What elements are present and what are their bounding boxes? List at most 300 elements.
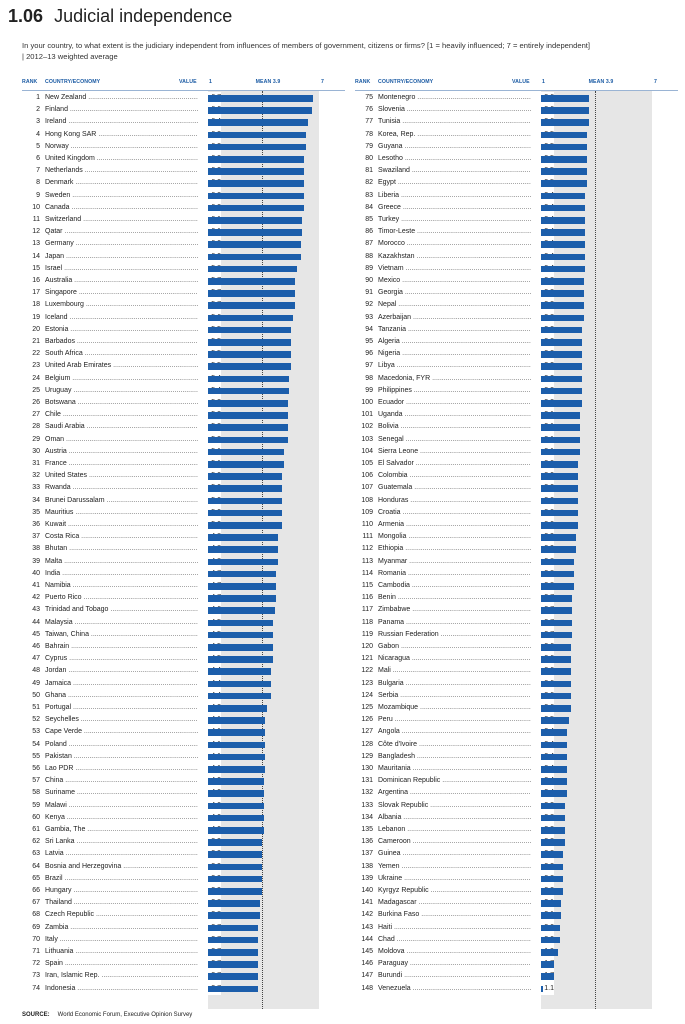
chart-title-block xyxy=(8,6,232,27)
value-bar xyxy=(541,229,585,236)
table-row xyxy=(22,556,345,568)
country-label: Zimbabwe ..... xyxy=(378,604,531,616)
value-bar xyxy=(541,742,567,749)
rank-label: 117 xyxy=(361,606,373,614)
table-row xyxy=(355,678,678,690)
rank-label: 134 xyxy=(361,813,373,821)
value-bar xyxy=(541,254,585,261)
country-label: Romania ..... xyxy=(378,568,531,580)
country-label: Timor-Leste ..... xyxy=(378,226,531,238)
table-row xyxy=(22,238,345,250)
table-row xyxy=(22,653,345,665)
rank-label: 59 xyxy=(32,801,40,809)
rank-label: 32 xyxy=(32,472,40,480)
country-label: Indonesia ..... xyxy=(45,983,198,995)
rank-label: 30 xyxy=(32,447,40,455)
value-bar xyxy=(541,400,582,407)
value-bar xyxy=(541,119,589,126)
rank-label: 62 xyxy=(32,838,40,846)
value-bar xyxy=(541,583,574,590)
country-label: Croatia ..... xyxy=(378,507,531,519)
country-label: Algeria ..... xyxy=(378,336,531,348)
rank-label: 19 xyxy=(32,313,40,321)
country-label: Hong Kong SAR ..... xyxy=(45,129,198,141)
rank-label: 129 xyxy=(361,752,373,760)
rank-label: 128 xyxy=(361,740,373,748)
table-row xyxy=(355,922,678,934)
rank-label: 53 xyxy=(32,728,40,736)
value-bar xyxy=(208,949,258,956)
value-bar xyxy=(208,790,264,797)
value-bar xyxy=(208,254,301,261)
rank-label: 73 xyxy=(32,972,40,980)
value-bar xyxy=(541,986,543,993)
value-bar xyxy=(208,559,278,566)
table-row xyxy=(22,836,345,848)
table-row xyxy=(22,202,345,214)
value-bar xyxy=(208,583,276,590)
table-row xyxy=(22,812,345,824)
country-label: Macedonia, FYR ..... xyxy=(378,373,531,385)
value-bar xyxy=(208,205,304,212)
rank-label: 111 xyxy=(362,533,373,541)
table-row xyxy=(355,519,678,531)
rank-label: 43 xyxy=(32,606,40,614)
rank-label: 89 xyxy=(365,264,373,272)
value-bar xyxy=(208,754,265,761)
rank-label: 99 xyxy=(365,386,373,394)
country-label: Guatemala ..... xyxy=(378,482,531,494)
table-row xyxy=(22,970,345,982)
country-label: Hungary ..... xyxy=(45,885,198,897)
rank-label: 115 xyxy=(361,582,373,589)
value-bar xyxy=(208,193,304,200)
source-label: SOURCE: xyxy=(22,1012,50,1018)
rank-label: 132 xyxy=(361,789,373,797)
value-bar xyxy=(541,827,565,834)
table-row xyxy=(355,129,678,141)
table-row xyxy=(355,177,678,189)
country-label: Kenya ..... xyxy=(45,812,198,824)
value-bar xyxy=(541,632,572,639)
country-label: Saudi Arabia ..... xyxy=(45,421,198,433)
country-label: Uganda ..... xyxy=(378,409,531,421)
value-bar xyxy=(208,424,288,431)
value-bar xyxy=(541,290,584,297)
rank-label: 55 xyxy=(32,752,40,760)
value-bar xyxy=(208,973,258,980)
chart-subtitle xyxy=(22,40,677,62)
table-row xyxy=(22,800,345,812)
table-row xyxy=(355,324,678,336)
table-row xyxy=(22,909,345,921)
table-row xyxy=(22,885,345,897)
table-row xyxy=(355,873,678,885)
value-bar xyxy=(541,437,580,444)
country-header-left: COUNTRY/ECONOMY xyxy=(45,79,101,85)
table-row xyxy=(22,324,345,336)
country-label: Vietnam ..... xyxy=(378,263,531,275)
rank-label: 142 xyxy=(361,911,373,919)
country-label: Mauritius ..... xyxy=(45,507,198,519)
rank-label: 130 xyxy=(361,765,373,772)
rank-label: 22 xyxy=(32,350,40,358)
country-label: Finland ..... xyxy=(45,104,198,116)
rank-label: 104 xyxy=(361,447,373,455)
rank-label: 29 xyxy=(32,435,40,443)
value-bar xyxy=(208,607,275,614)
country-label: Georgia ..... xyxy=(378,287,531,299)
rank-label: 102 xyxy=(361,423,373,431)
country-label: Korea, Rep. ..... xyxy=(378,129,531,141)
table-row xyxy=(355,263,678,275)
source-note xyxy=(22,1012,192,1018)
table-row xyxy=(355,641,678,653)
country-label: Jamaica ..... xyxy=(45,678,198,690)
rank-header-left: RANK xyxy=(22,79,38,85)
table-row xyxy=(22,482,345,494)
table-row xyxy=(22,617,345,629)
table-row xyxy=(22,580,345,592)
table-row xyxy=(355,812,678,824)
rank-label: 88 xyxy=(365,252,373,260)
table-row xyxy=(355,434,678,446)
rank-label: 9 xyxy=(36,191,40,199)
table-row xyxy=(22,421,345,433)
rank-label: 119 xyxy=(361,630,373,638)
value-bar xyxy=(208,400,288,407)
table-row xyxy=(355,690,678,702)
country-label: Burundi ..... xyxy=(378,970,531,982)
country-label: Sweden ..... xyxy=(45,190,198,202)
rank-label: 92 xyxy=(365,301,373,309)
table-row xyxy=(355,373,678,385)
value-bar xyxy=(208,668,271,675)
value-bar xyxy=(208,827,264,834)
country-label: Qatar ..... xyxy=(45,226,198,238)
country-label: Senegal ..... xyxy=(378,434,531,446)
rank-header-right: RANK xyxy=(355,79,371,85)
country-label: Bosnia and Herzegovina ..... xyxy=(45,861,198,873)
country-label: Czech Republic ..... xyxy=(45,909,198,921)
table-row xyxy=(355,312,678,324)
table-row xyxy=(22,897,345,909)
table-row xyxy=(22,787,345,799)
rank-label: 140 xyxy=(361,887,373,894)
table-row xyxy=(355,507,678,519)
survey-question: In your country, to what extent is the judiciary independent from influences of members of government, citizens or firms? [1 = heavily influenced; 7 = entirely independent] xyxy=(22,41,591,50)
country-label: Armenia ..... xyxy=(378,519,531,531)
country-label: Trinidad and Tobago ..... xyxy=(45,604,198,616)
table-row xyxy=(22,409,345,421)
value-bar xyxy=(541,302,584,309)
table-row xyxy=(355,226,678,238)
value-bar xyxy=(541,315,584,322)
country-label: Guyana ..... xyxy=(378,141,531,153)
value-bar xyxy=(541,205,585,212)
table-row xyxy=(22,373,345,385)
value-bar xyxy=(541,412,580,419)
rank-label: 112 xyxy=(361,545,373,553)
country-label: Lao PDR ..... xyxy=(45,763,198,775)
value-bar xyxy=(208,803,264,810)
value-bar xyxy=(541,876,563,883)
rank-label: 66 xyxy=(32,887,40,894)
value-bar xyxy=(541,681,571,688)
country-label: Ethiopia ..... xyxy=(378,543,531,555)
value-bar xyxy=(208,742,265,749)
value-bar xyxy=(208,876,262,883)
value-bar xyxy=(208,522,282,529)
country-label: Gambia, The ..... xyxy=(45,824,198,836)
rank-label: 35 xyxy=(32,508,40,516)
rank-label: 45 xyxy=(32,630,40,638)
country-label: Lebanon ..... xyxy=(378,824,531,836)
value-bar xyxy=(541,949,558,956)
value-bar xyxy=(541,900,561,907)
table-row xyxy=(22,104,345,116)
source-text: World Economic Forum, Executive Opinion Survey xyxy=(57,1012,193,1018)
table-row xyxy=(22,604,345,616)
rank-label: 56 xyxy=(32,765,40,772)
value-bar xyxy=(541,656,571,663)
rank-label: 80 xyxy=(365,155,373,162)
country-label: Botswana ..... xyxy=(45,397,198,409)
rank-label: 94 xyxy=(365,325,373,333)
rank-label: 18 xyxy=(32,301,40,309)
value-bar xyxy=(541,766,567,773)
country-label: Philippines ..... xyxy=(378,385,531,397)
value-bar xyxy=(208,241,301,248)
rank-label: 141 xyxy=(361,899,373,907)
table-row xyxy=(355,348,678,360)
table-row xyxy=(22,543,345,555)
value-bar xyxy=(541,327,582,334)
country-label: Libya ..... xyxy=(378,360,531,372)
value-bar xyxy=(541,376,582,383)
value-bar xyxy=(541,925,560,932)
rank-label: 11 xyxy=(32,216,40,223)
country-label: Benin ..... xyxy=(378,592,531,604)
country-label: Bolivia ..... xyxy=(378,421,531,433)
value-bar xyxy=(541,193,585,200)
rank-label: 125 xyxy=(361,704,373,711)
table-row xyxy=(22,714,345,726)
chart-title: Judicial independence xyxy=(54,6,233,26)
country-label: Germany ..... xyxy=(45,238,198,250)
country-label: Barbados ..... xyxy=(45,336,198,348)
value-bar xyxy=(208,229,302,236)
rank-label: 12 xyxy=(32,228,40,236)
rank-label: 120 xyxy=(361,643,373,650)
rank-label: 126 xyxy=(361,716,373,724)
table-row xyxy=(22,495,345,507)
value-bar xyxy=(208,107,312,114)
value-bar xyxy=(208,485,282,492)
country-label: Malaysia ..... xyxy=(45,617,198,629)
table-row xyxy=(22,165,345,177)
left-panel xyxy=(22,79,345,1009)
chart-number: 1.06 xyxy=(8,6,44,26)
rank-label: 23 xyxy=(32,362,40,370)
rank-label: 137 xyxy=(361,850,373,858)
rank-label: 100 xyxy=(361,399,373,406)
table-row xyxy=(22,946,345,958)
country-label: El Salvador ..... xyxy=(378,458,531,470)
table-row xyxy=(22,507,345,519)
rank-label: 108 xyxy=(361,496,373,504)
country-label: Bulgaria ..... xyxy=(378,678,531,690)
value-bar xyxy=(208,290,295,297)
rank-label: 26 xyxy=(32,399,40,406)
table-row xyxy=(355,909,678,921)
country-label: Turkey ..... xyxy=(378,214,531,226)
value-bar xyxy=(541,132,587,139)
value-bar xyxy=(541,839,565,846)
table-row xyxy=(355,580,678,592)
value-bar xyxy=(541,498,578,505)
country-label: Chile ..... xyxy=(45,409,198,421)
country-label: Iceland ..... xyxy=(45,312,198,324)
country-label: Nigeria ..... xyxy=(378,348,531,360)
rank-label: 75 xyxy=(365,94,373,101)
average-note: | 2012–13 weighted average xyxy=(22,52,118,61)
rank-label: 64 xyxy=(32,862,40,870)
table-row xyxy=(22,665,345,677)
country-label: Spain ..... xyxy=(45,958,198,970)
value-header-right: VALUE xyxy=(512,79,530,85)
value-bar xyxy=(541,803,565,810)
rank-label: 93 xyxy=(365,313,373,321)
rank-label: 54 xyxy=(32,740,40,748)
value-bar xyxy=(541,449,580,456)
rank-label: 133 xyxy=(361,801,373,809)
table-row xyxy=(355,726,678,738)
value-bar xyxy=(208,168,304,175)
table-row xyxy=(355,141,678,153)
rank-label: 49 xyxy=(32,679,40,687)
value-bar xyxy=(541,180,587,187)
table-row xyxy=(22,446,345,458)
table-row xyxy=(22,519,345,531)
value-bar xyxy=(541,534,576,541)
rank-label: 85 xyxy=(365,216,373,223)
value-bar xyxy=(541,363,582,370)
rank-label: 77 xyxy=(365,118,373,126)
value-bar xyxy=(208,778,264,785)
value-bar xyxy=(541,790,567,797)
rank-label: 84 xyxy=(365,203,373,211)
rank-label: 51 xyxy=(32,704,40,711)
country-label: Canada ..... xyxy=(45,202,198,214)
table-row xyxy=(355,592,678,604)
rank-label: 24 xyxy=(32,374,40,382)
rank-label: 63 xyxy=(32,850,40,858)
table-row xyxy=(355,897,678,909)
rank-label: 103 xyxy=(361,435,373,443)
rank-label: 7 xyxy=(36,167,40,175)
value-bar xyxy=(541,266,585,273)
value-bar xyxy=(541,156,587,163)
country-label: Tanzania ..... xyxy=(378,324,531,336)
value-bar xyxy=(541,339,582,346)
rank-label: 95 xyxy=(365,338,373,345)
country-label: Brunei Darussalam ..... xyxy=(45,495,198,507)
value-bar xyxy=(541,693,571,700)
table-row xyxy=(355,482,678,494)
rank-label: 58 xyxy=(32,789,40,797)
table-row xyxy=(22,275,345,287)
country-label: Lesotho ..... xyxy=(378,153,531,165)
value-bar xyxy=(208,888,262,895)
table-row xyxy=(22,678,345,690)
table-row xyxy=(355,470,678,482)
country-label: Namibia ..... xyxy=(45,580,198,592)
country-label: Bangladesh ..... xyxy=(378,751,531,763)
rank-label: 147 xyxy=(361,972,373,980)
table-row xyxy=(355,360,678,372)
value-bar xyxy=(208,412,288,419)
value-bar xyxy=(208,705,267,712)
value-bar xyxy=(208,815,264,822)
rank-label: 68 xyxy=(32,911,40,919)
country-label: Greece ..... xyxy=(378,202,531,214)
rank-label: 118 xyxy=(361,618,373,626)
country-label: Burkina Faso ..... xyxy=(378,909,531,921)
table-row xyxy=(355,214,678,226)
right-panel xyxy=(355,79,678,1009)
table-row xyxy=(22,739,345,751)
rank-label: 61 xyxy=(32,826,40,833)
country-label: United States ..... xyxy=(45,470,198,482)
country-label: Brazil ..... xyxy=(45,873,198,885)
value-bar xyxy=(541,729,567,736)
table-row xyxy=(355,299,678,311)
rank-label: 106 xyxy=(361,472,373,480)
rank-label: 72 xyxy=(32,960,40,968)
rank-label: 46 xyxy=(32,643,40,650)
table-row xyxy=(355,116,678,128)
country-label: Madagascar ..... xyxy=(378,897,531,909)
country-label: New Zealand ..... xyxy=(45,92,198,104)
table-row xyxy=(22,458,345,470)
country-label: Portugal ..... xyxy=(45,702,198,714)
rank-label: 116 xyxy=(361,594,373,602)
table-row xyxy=(22,348,345,360)
rank-label: 138 xyxy=(361,862,373,870)
country-label: Poland ..... xyxy=(45,739,198,751)
rank-label: 28 xyxy=(32,423,40,431)
table-row xyxy=(22,690,345,702)
table-row xyxy=(22,702,345,714)
table-row xyxy=(22,287,345,299)
table-row xyxy=(22,763,345,775)
country-label: Belgium ..... xyxy=(45,373,198,385)
value-bar xyxy=(541,644,571,651)
table-row xyxy=(355,983,678,995)
country-label: Moldova ..... xyxy=(378,946,531,958)
table-row xyxy=(355,885,678,897)
country-label: Montenegro ..... xyxy=(378,92,531,104)
value-bar xyxy=(208,388,289,395)
country-label: Seychelles ..... xyxy=(45,714,198,726)
table-row xyxy=(22,641,345,653)
country-label: Azerbaijan ..... xyxy=(378,312,531,324)
table-row xyxy=(355,787,678,799)
value-bar xyxy=(541,961,554,968)
rank-label: 76 xyxy=(365,106,373,114)
value-bar xyxy=(208,498,282,505)
